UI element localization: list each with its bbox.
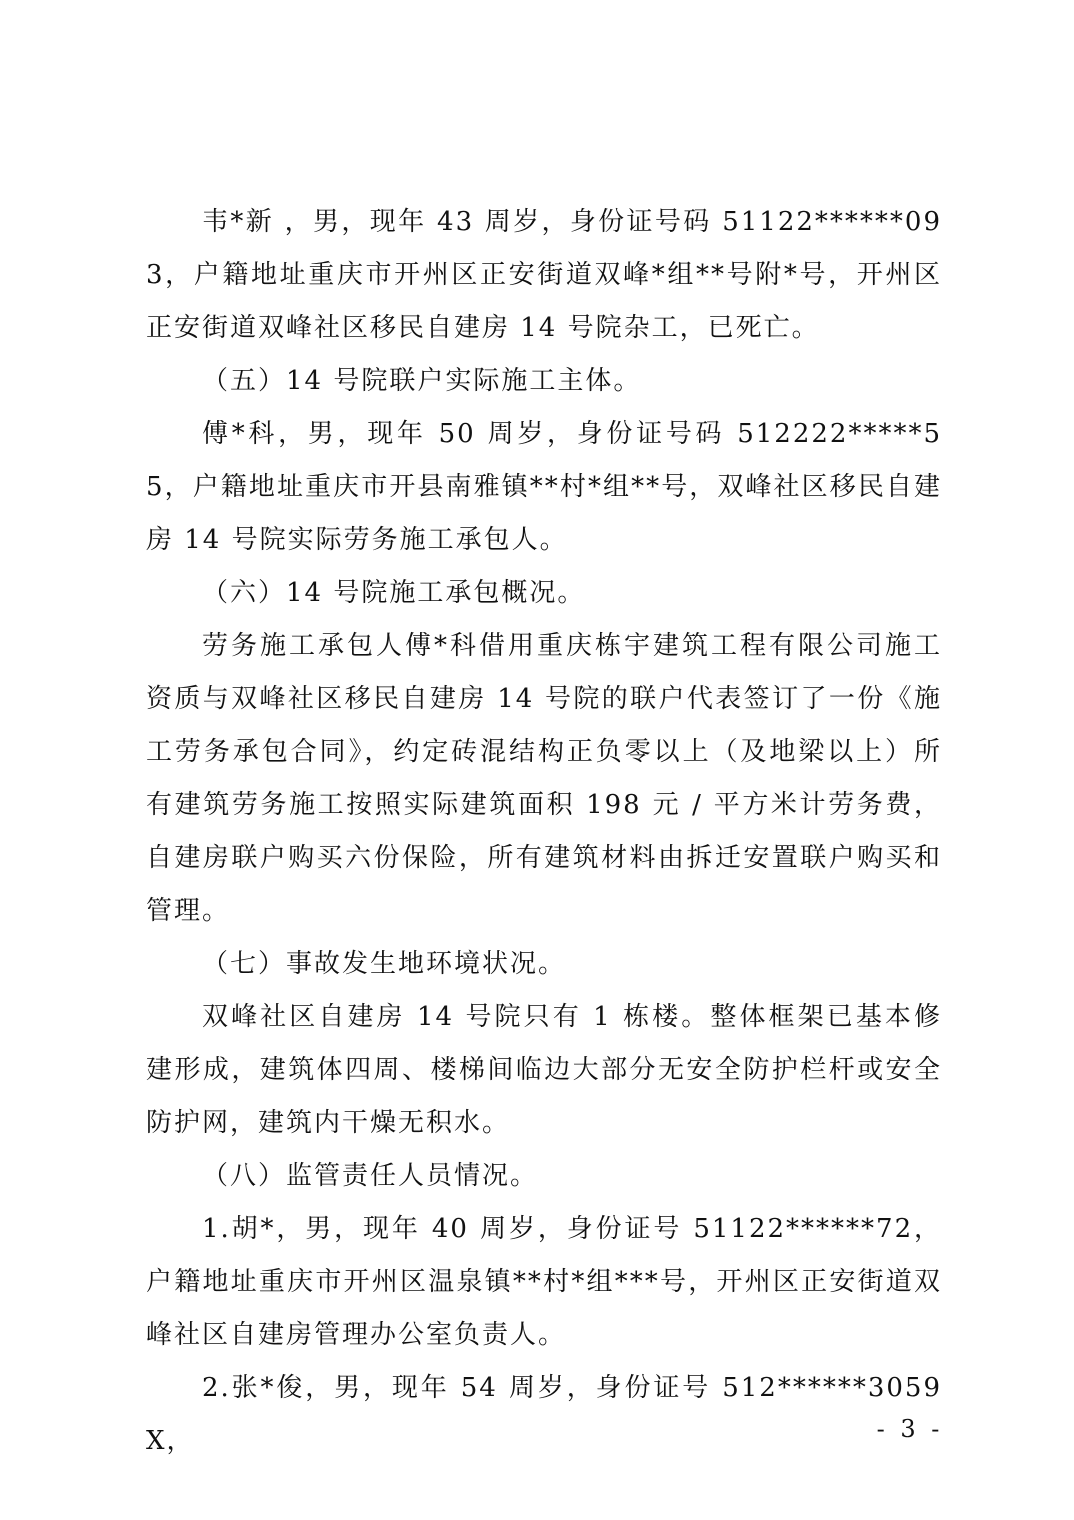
page-number: - 3 -: [876, 1415, 944, 1443]
paragraph-site-environment: 双峰社区自建房 14 号院只有 1 栋楼。整体框架已基本修建形成，建筑体四周、楼梯间临边大部分无安全防护栏杆或安全防护网，建筑内干燥无积水。: [146, 1002, 942, 1138]
section-heading-5: （五）14 号院联户实际施工主体。: [202, 366, 642, 396]
section-heading-6: （六）14 号院施工承包概况。: [202, 578, 586, 608]
paragraph-supervisor-zhang: 2.张*俊，男，现年 54 周岁，身份证号 512******3059X，: [146, 1373, 942, 1456]
section-heading-8: （八）监管责任人员情况。: [202, 1161, 539, 1191]
document-body: [146, 196, 942, 1468]
section-heading-7: （七）事故发生地环境状况。: [202, 949, 567, 979]
paragraph-victim-wei: 韦*新 ，男，现年 43 周岁，身份证号码 51122******093，户籍地址重庆市开州区正安街道双峰*组**号附*号，开州区正安街道双峰社区移民自建房 14 号院杂工，已死亡。: [146, 207, 942, 343]
paragraph-contractor-fu: 傅*科，男，现年 50 周岁，身份证号码 512222*****55，户籍地址重庆市开县南雅镇**村*组**号，双峰社区移民自建房 14 号院实际劳务施工承包人。: [146, 419, 942, 555]
paragraph-contract-overview: 劳务施工承包人傅*科借用重庆栋宇建筑工程有限公司施工资质与双峰社区移民自建房 14 号院的联户代表签订了一份《施工劳务承包合同》，约定砖混结构正负零以上（及地梁以上）所有建筑劳务施工按照实际建筑面积 198 元 / 平方米计劳务费，自建房联户购买六份保险，所有建筑材料由拆迁安置联户购买和管理。: [146, 631, 942, 926]
paragraph-supervisor-hu: 1.胡*，男，现年 40 周岁，身份证号 51122******72，户籍地址重庆市开州区温泉镇**村*组***号，开州区正安街道双峰社区自建房管理办公室负责人。: [146, 1214, 942, 1350]
